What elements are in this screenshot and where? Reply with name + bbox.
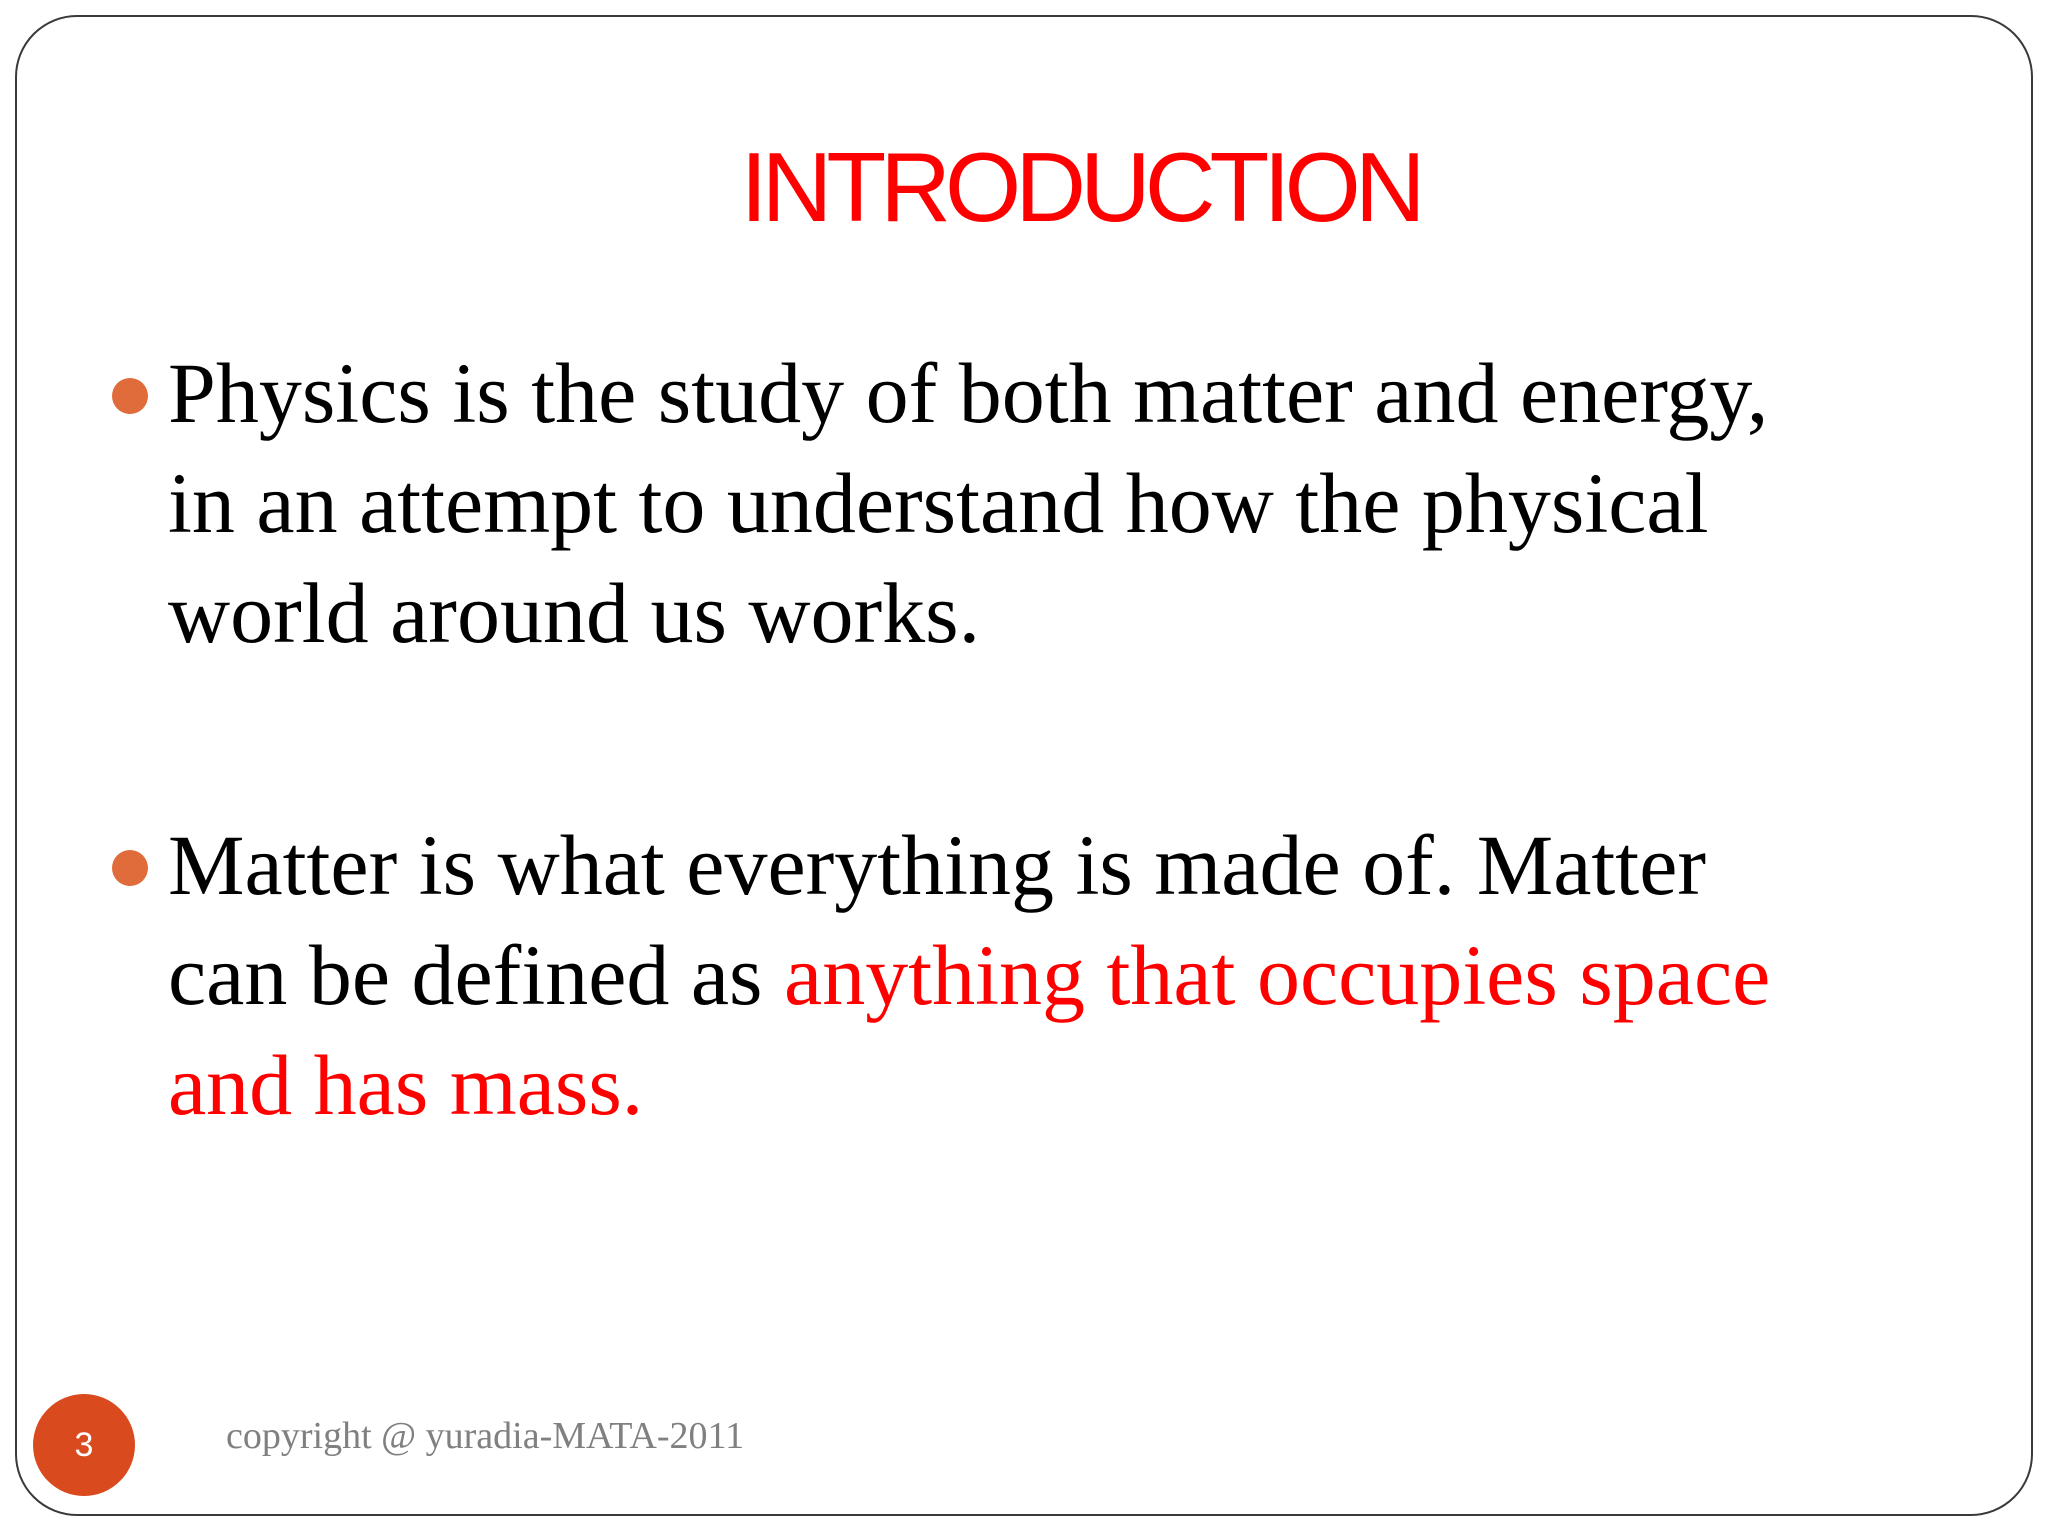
bullet-text-plain: can be defined as (168, 927, 785, 1023)
bullet-text-line: Matter is what everything is made of. Matter (168, 817, 1707, 913)
bullet-text-line: Physics is the study of both matter and energy, (168, 345, 1769, 441)
bullet-item-physics (168, 338, 1908, 668)
bullet-text-line (168, 920, 1908, 1030)
bullet-text-line: in an attempt to understand how the physical (168, 455, 1709, 551)
definition-highlight: and has mass. (168, 1037, 644, 1133)
definition-highlight: anything that occupies space (784, 927, 1771, 1023)
copyright-footer: copyright @ yuradia-MATA-2011 (226, 1415, 745, 1457)
slide-title: INTRODUCTION (740, 132, 1420, 242)
bullet-item-matter (168, 810, 1908, 1140)
slide-number-badge (33, 1394, 135, 1496)
bullet-text-line: world around us works. (168, 565, 981, 661)
bullet-dot-icon (112, 378, 148, 414)
slide-number: 3 (74, 1425, 94, 1464)
bullet-dot-icon (112, 850, 148, 886)
